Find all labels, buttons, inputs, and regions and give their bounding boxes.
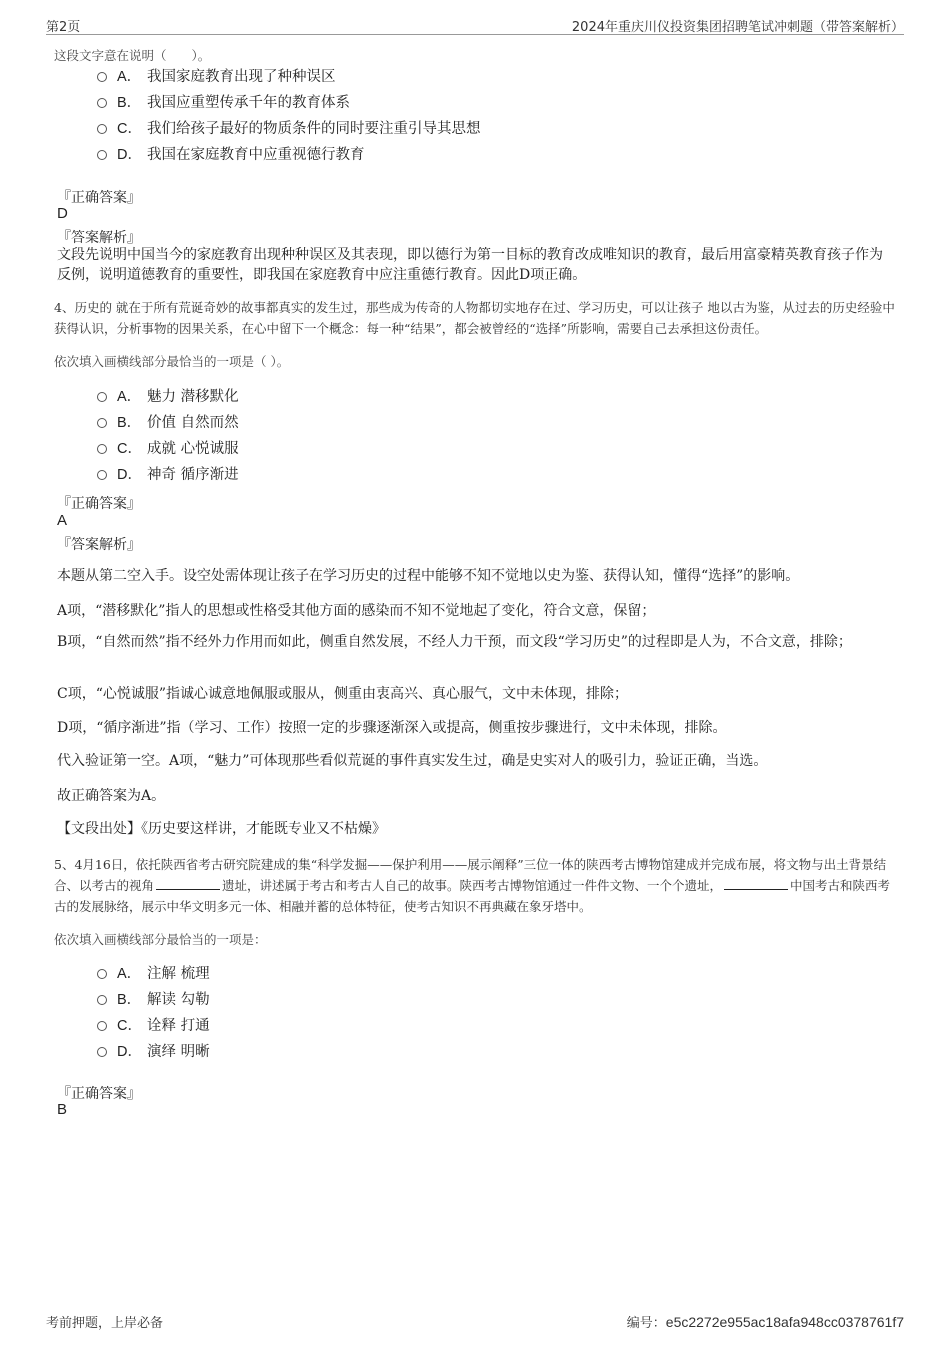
option-c[interactable]: C． 我们给孩子最好的物质条件的同时要注重引导其思想 bbox=[97, 118, 481, 140]
radio-button[interactable] bbox=[97, 470, 107, 480]
radio-button[interactable] bbox=[97, 392, 107, 402]
answer-label: 『正确答案』 bbox=[57, 1086, 141, 1102]
question-prompt: 依次填入画横线部分最恰当的一项是（ ）。 bbox=[54, 354, 290, 369]
document-title: 2024年重庆川仪投资集团招聘笔试冲刺题（带答案解析） bbox=[571, 20, 904, 35]
option-b[interactable]: B． 解读 勾勒 bbox=[97, 989, 210, 1011]
radio-button[interactable] bbox=[97, 444, 107, 454]
option-c[interactable]: C． 诠释 打通 bbox=[97, 1015, 210, 1037]
analysis-paragraph: A项，“潜移默化”指人的思想或性格受其他方面的感染而不知不觉地起了变化，符合文意，保留； bbox=[57, 603, 656, 619]
page-footer bbox=[46, 1312, 904, 1332]
analysis-paragraph: D项，“循序渐进”指（学习、工作）按照一定的步骤逐渐深入或提高，侧重按步骤进行，文中未体现，排除。 bbox=[57, 720, 727, 736]
answer-value: D bbox=[57, 205, 68, 222]
radio-button[interactable] bbox=[97, 995, 107, 1005]
answer-label: 『正确答案』 bbox=[57, 190, 141, 206]
analysis-paragraph: B项，“自然而然”指不经外力作用而如此，侧重自然发展，不经人力干预，而文段“学习历史”的过程即是人为，不合文意，排除； bbox=[57, 634, 852, 650]
option-d[interactable]: D． 神奇 循序渐进 bbox=[97, 464, 239, 486]
radio-button[interactable] bbox=[97, 150, 107, 160]
radio-button[interactable] bbox=[97, 124, 107, 134]
footer-slogan: 考前押题，上岸必备 bbox=[46, 1316, 164, 1331]
radio-button[interactable] bbox=[97, 98, 107, 108]
option-c[interactable]: C． 成就 心悦诚服 bbox=[97, 438, 239, 460]
radio-button[interactable] bbox=[97, 1021, 107, 1031]
page-header bbox=[46, 14, 904, 35]
question-prompt: 依次填入画横线部分最恰当的一项是： bbox=[54, 932, 267, 947]
answer-value: A bbox=[57, 512, 68, 529]
radio-button[interactable] bbox=[97, 969, 107, 979]
document-code: 编号：e5c2272e955ac18afa948cc0378761f7 bbox=[626, 1314, 904, 1331]
analysis-paragraph: 本题从第二空入手。设空处需体现让孩子在学习历史的过程中能够不知不觉地以史为鉴、获得认知，懂得“选择”的影响。 bbox=[57, 568, 800, 584]
analysis-paragraph: C项，“心悦诚服”指诚心诚意地佩服或服从，侧重由衷高兴、真心服气，文中未体现，排除； bbox=[57, 686, 629, 702]
analysis-label: 『答案解析』 bbox=[57, 537, 141, 553]
radio-button[interactable] bbox=[97, 1047, 107, 1057]
answer-value: B bbox=[57, 1101, 68, 1118]
analysis-paragraph: 代入验证第一空。A项，“魅力”可体现那些看似荒诞的事件真实发生过，确是史实对人的吸引力，验证正确，当选。 bbox=[57, 753, 768, 769]
question-text: 5、4月16日，依托陕西省考古研究院建成的集“科学发掘——保护利用——展示阐释”三位一体的陕西考古博物馆建成并完成布展，将文物与出土背景结合、以考古的视角 遗址，讲述属于考古和考古人自己的故事。陕西考古博物馆通过一件件文物、一个个遗址， 中国考古和陕西考古的发展脉络，展示中华文明多元一体、相融并蓄的总体特征，使考古知识不再典藏在象牙塔中。 bbox=[54, 857, 891, 914]
option-a[interactable]: A． 魅力 潜移默化 bbox=[97, 386, 239, 408]
analysis-label: 『答案解析』 bbox=[57, 230, 141, 246]
radio-button[interactable] bbox=[97, 418, 107, 428]
analysis-text: 文段先说明中国当今的家庭教育出现种种误区及其表现，即以德行为第一目标的教育改成唯知识的教育，最后用富豪精英教育孩子作为反例，说明道德教育的重要性，即我国在家庭教育中应注重德行教育。因此D项正确。 bbox=[57, 247, 883, 283]
question-text: 4、历史的 就在于所有荒诞奇妙的故事都真实的发生过，那些成为传奇的人物都切实地存在过、学习历史，可以让孩子 地以古为鉴，从过去的历史经验中获得认识，分析事物的因果关系，在心中留下一个概念：每一种“结果”，都会被曾经的“选择”所影响，需要自己去承担这份责任。 bbox=[54, 300, 895, 336]
option-d[interactable]: D． 我国在家庭教育中应重视德行教育 bbox=[97, 144, 365, 166]
radio-button[interactable] bbox=[97, 72, 107, 82]
option-b[interactable]: B． 价值 自然而然 bbox=[97, 412, 239, 434]
source-note: 【文段出处】《历史要这样讲，才能既专业又不枯燥》 bbox=[57, 821, 386, 837]
page-number: 第2页 bbox=[46, 20, 81, 35]
option-b[interactable]: B． 我国应重塑传承千年的教育体系 bbox=[97, 92, 350, 114]
analysis-paragraph: 故正确答案为A。 bbox=[57, 788, 166, 804]
option-a[interactable]: A． 我国家庭教育出现了种种误区 bbox=[97, 66, 336, 88]
option-d[interactable]: D． 演绎 明晰 bbox=[97, 1041, 210, 1063]
option-a[interactable]: A． 注解 梳理 bbox=[97, 963, 210, 985]
question-stem: 这段文字意在说明（ ）。 bbox=[54, 48, 211, 63]
fill-blank-2 bbox=[724, 877, 788, 890]
fill-blank-1 bbox=[156, 877, 220, 890]
answer-label: 『正确答案』 bbox=[57, 496, 141, 512]
